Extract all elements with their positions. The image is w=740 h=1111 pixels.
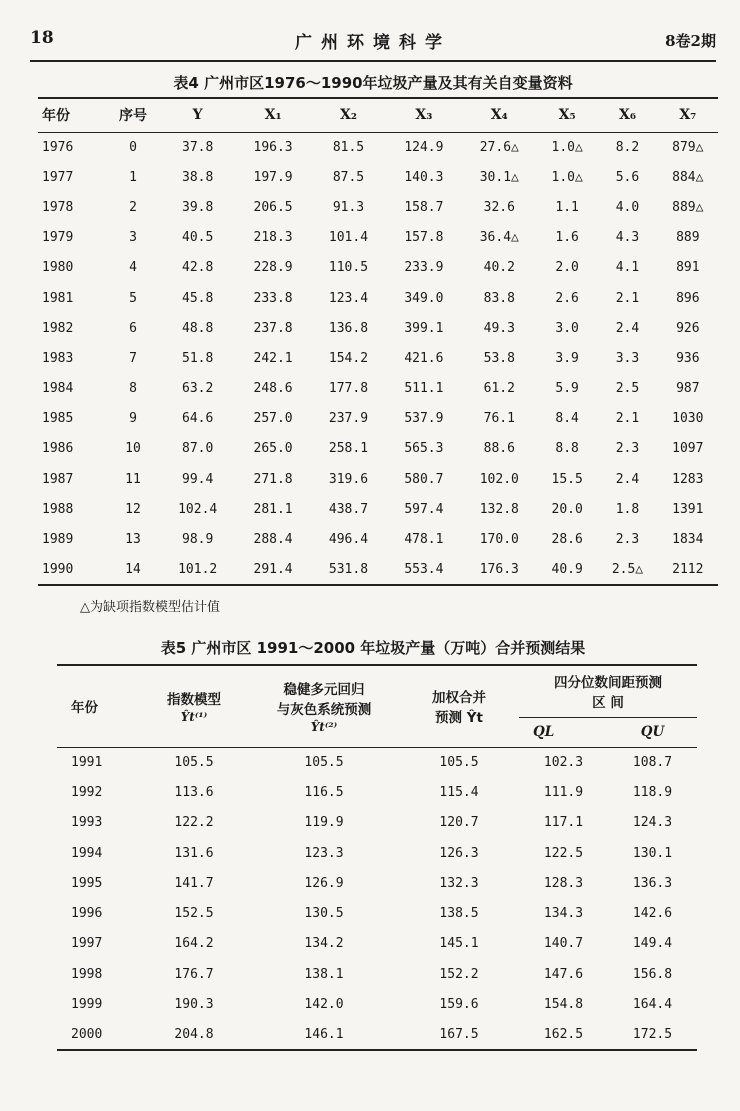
table-cell: 158.7 (404, 199, 444, 215)
table-cell: 164.4 (632, 997, 673, 1013)
table-cell: 1.6 (555, 230, 579, 246)
table-cell: 884△ (672, 169, 704, 185)
header-ql: QL (519, 717, 608, 747)
table-cell: 3 (129, 230, 137, 246)
table-cell: 1983 (42, 350, 74, 366)
header-robust-regression (249, 665, 399, 747)
table-cell: 2.3 (615, 532, 640, 548)
table-cell: 8.8 (555, 441, 579, 457)
table-cell: 123.4 (328, 290, 369, 306)
table-cell: 5.6 (615, 169, 640, 185)
table-cell: 115.4 (439, 784, 479, 800)
table-cell: 87.5 (332, 169, 365, 185)
table-cell: 399.1 (404, 320, 444, 336)
table-cell: 257.0 (253, 411, 293, 427)
table-cell: 176.3 (479, 561, 519, 577)
table-cell: 896 (676, 290, 700, 306)
table-cell: 4 (129, 260, 137, 276)
table-row (57, 777, 697, 807)
table4-note: △为缺项指数模型估计值 (80, 600, 220, 615)
table-cell: 136.3 (632, 875, 673, 891)
table-cell: 8.2 (615, 139, 640, 155)
table-cell: 142.0 (304, 997, 344, 1013)
table-cell: 152.5 (174, 906, 214, 922)
table4-header-cell: Y (160, 98, 235, 132)
table-cell: 291.4 (253, 561, 293, 577)
table-row (57, 929, 697, 959)
header-weighted-line1: 加权合并 (432, 690, 486, 707)
table-cell: 176.7 (174, 966, 214, 982)
table-cell: 889△ (672, 199, 704, 215)
table4-header-cell: 年份 (38, 98, 106, 132)
table-cell: 101.4 (328, 230, 369, 246)
table-cell: 39.8 (182, 199, 214, 215)
table-cell: 511.1 (404, 381, 444, 397)
table-row (57, 1020, 697, 1050)
table4 (38, 97, 718, 586)
table-cell: 1986 (42, 441, 74, 457)
table-cell: 204.8 (174, 1026, 214, 1042)
table-row (38, 464, 718, 494)
table-cell: 123.3 (304, 845, 344, 861)
table-cell: 132.8 (479, 501, 519, 517)
table-cell: 1988 (42, 501, 74, 517)
table-cell: 117.1 (543, 815, 584, 831)
table-cell: 242.1 (253, 350, 293, 366)
table-cell: 124.3 (632, 815, 673, 831)
header-exponential-model (139, 665, 249, 747)
issue-label: 8卷2期 (665, 32, 716, 50)
table-cell: 9 (129, 411, 137, 427)
table-cell: 1.0△ (551, 139, 583, 155)
table-cell: 438.7 (328, 501, 369, 517)
table-cell: 81.5 (332, 139, 365, 155)
table-cell: 134.3 (543, 906, 584, 922)
table-cell: 987 (676, 381, 700, 397)
table-cell: 218.3 (253, 230, 293, 246)
table-cell: 1997 (71, 936, 103, 952)
table-cell: 98.9 (182, 532, 214, 548)
table-cell: 110.5 (328, 260, 369, 276)
table-cell: 2.5△ (611, 561, 644, 577)
table-cell: 2000 (71, 1026, 103, 1042)
table-cell: 36.4△ (479, 230, 519, 246)
table4-header-cell: X₅ (537, 98, 597, 132)
table-row (38, 524, 718, 554)
table-cell: 926 (676, 320, 700, 336)
table-cell: 38.8 (182, 169, 214, 185)
table-cell: 116.5 (304, 784, 344, 800)
table-cell: 88.6 (483, 441, 515, 457)
table-cell: 2.5 (615, 381, 640, 397)
table-cell: 118.9 (632, 784, 673, 800)
table-cell: 421.6 (404, 350, 444, 366)
table-cell: 2.1 (615, 290, 640, 306)
header-robust-line2: 与灰色系统预测 (276, 702, 372, 719)
header-interval-line2: 区 间 (592, 695, 624, 712)
table-cell: 1976 (42, 139, 74, 155)
table-cell: 102.4 (178, 501, 218, 517)
table-cell: 228.9 (253, 260, 293, 276)
table-cell: 172.5 (632, 1026, 673, 1042)
table-cell: 478.1 (404, 532, 444, 548)
table-cell: 76.1 (483, 411, 515, 427)
table-cell: 170.0 (479, 532, 519, 548)
table-cell: 1097 (672, 441, 704, 457)
table-cell: 1996 (71, 906, 103, 922)
table-cell: 2 (129, 199, 137, 215)
table-cell: 40.2 (483, 260, 515, 276)
table-row (38, 343, 718, 373)
table-cell: 32.6 (483, 199, 515, 215)
table-cell: 27.6△ (479, 139, 519, 155)
table-cell: 49.3 (483, 320, 515, 336)
table-cell: 6 (129, 320, 137, 336)
table-cell: 15.5 (551, 471, 583, 487)
table-cell: 147.6 (543, 966, 584, 982)
table-cell: 936 (676, 350, 700, 366)
table-cell: 156.8 (632, 966, 673, 982)
table-cell: 237.9 (328, 411, 369, 427)
table-cell: 53.8 (483, 350, 515, 366)
table-row (38, 404, 718, 434)
table-cell: 281.1 (253, 501, 293, 517)
table-cell: 0 (129, 139, 137, 155)
table4-header-row (38, 98, 718, 132)
table-cell: 233.8 (253, 290, 293, 306)
header-weighted-forecast (399, 665, 519, 747)
table-cell: 149.4 (632, 936, 673, 952)
table-cell: 102.3 (543, 754, 584, 770)
table-cell: 157.8 (404, 230, 444, 246)
table-cell: 37.8 (182, 139, 214, 155)
table-cell: 132.3 (439, 875, 479, 891)
table-cell: 30.1△ (479, 169, 519, 185)
table-cell: 177.8 (328, 381, 369, 397)
table-cell: 1834 (672, 532, 704, 548)
table-cell: 4.3 (615, 230, 640, 246)
header-year: 年份 (57, 665, 139, 747)
table-cell: 1977 (42, 169, 74, 185)
table-row (38, 494, 718, 524)
header-interval (519, 665, 697, 717)
table-cell: 142.6 (632, 906, 673, 922)
table-cell: 1995 (71, 875, 103, 891)
header-exponential-label: 指数模型 (167, 692, 221, 709)
table-cell: 889 (676, 230, 700, 246)
table-cell: 167.5 (439, 1026, 479, 1042)
table-cell: 51.8 (182, 350, 214, 366)
table4-caption: 表4 广州市区1976～1990年垃圾产量及其有关自变量资料 (173, 74, 573, 92)
table-cell: 1992 (71, 784, 103, 800)
table-cell: 145.1 (439, 936, 479, 952)
table-cell: 40.9 (551, 561, 583, 577)
table-cell: 233.9 (404, 260, 444, 276)
table-cell: 138.5 (439, 906, 479, 922)
table-cell: 28.6 (551, 532, 583, 548)
table-cell: 11 (125, 471, 141, 487)
journal-title: 广州环境科学 (295, 33, 451, 53)
table-cell: 288.4 (253, 532, 293, 548)
table-cell: 131.6 (174, 845, 214, 861)
table-cell: 111.9 (543, 784, 584, 800)
table-cell: 124.9 (404, 139, 444, 155)
table5 (57, 664, 697, 1051)
table-row (38, 162, 718, 192)
table-row (38, 555, 718, 585)
table-row (38, 313, 718, 343)
table-cell: 1.8 (615, 501, 640, 517)
table-cell: 119.9 (304, 815, 344, 831)
table-row (57, 747, 697, 777)
table-cell: 597.4 (404, 501, 444, 517)
table4-header-cell: X₁ (235, 98, 310, 132)
table4-header-cell: X₂ (311, 98, 386, 132)
table-row (38, 253, 718, 283)
header-robust-symbol: Ŷt⁽²⁾ (310, 720, 338, 735)
table-cell: 319.6 (328, 471, 369, 487)
header-weighted-line2: 预测 Ŷt (435, 710, 483, 727)
table-cell: 197.9 (253, 169, 293, 185)
table-cell: 2.3 (615, 441, 640, 457)
table-cell: 258.1 (328, 441, 369, 457)
table-cell: 120.7 (439, 815, 479, 831)
table-cell: 879△ (672, 139, 704, 155)
table-cell: 122.2 (174, 815, 214, 831)
table-cell: 128.3 (543, 875, 584, 891)
table-cell: 565.3 (404, 441, 444, 457)
table-row (57, 838, 697, 868)
table-cell: 63.2 (182, 381, 214, 397)
table-cell: 1999 (71, 997, 103, 1013)
table-cell: 7 (129, 350, 137, 366)
table-cell: 42.8 (182, 260, 214, 276)
table4-header-cell: X₇ (658, 98, 718, 132)
table-cell: 138.1 (304, 966, 344, 982)
table-row (38, 374, 718, 404)
table-cell: 3.3 (615, 350, 640, 366)
table-cell: 1989 (42, 532, 74, 548)
table-cell: 1978 (42, 199, 74, 215)
table-cell: 102.0 (479, 471, 519, 487)
table-cell: 1998 (71, 966, 103, 982)
table-row (38, 283, 718, 313)
table-cell: 271.8 (253, 471, 293, 487)
table-cell: 40.5 (182, 230, 214, 246)
table4-header-cell: X₄ (462, 98, 537, 132)
table5-header-row (57, 665, 697, 717)
table-cell: 83.8 (483, 290, 515, 306)
table-cell: 1990 (42, 561, 74, 577)
table-cell: 1981 (42, 290, 74, 306)
table-cell: 154.2 (328, 350, 369, 366)
table-cell: 91.3 (332, 199, 365, 215)
table-cell: 45.8 (182, 290, 214, 306)
table-cell: 152.2 (439, 966, 479, 982)
table-cell: 196.3 (253, 139, 293, 155)
table-cell: 136.8 (328, 320, 369, 336)
table-cell: 10 (125, 441, 141, 457)
page-header (30, 26, 716, 62)
table-cell: 48.8 (182, 320, 214, 336)
table-cell: 5 (129, 290, 137, 306)
table-cell: 580.7 (404, 471, 444, 487)
table-cell: 1979 (42, 230, 74, 246)
table-row (38, 192, 718, 222)
table-cell: 1980 (42, 260, 74, 276)
table-cell: 349.0 (404, 290, 444, 306)
header-exponential-symbol: Ŷt⁽¹⁾ (180, 710, 208, 725)
table-cell: 12 (125, 501, 141, 517)
table-row (57, 868, 697, 898)
table-row (38, 434, 718, 464)
table-cell: 130.1 (632, 845, 673, 861)
table-cell: 237.8 (253, 320, 293, 336)
table-cell: 20.0 (551, 501, 583, 517)
table-cell: 87.0 (182, 441, 214, 457)
table-cell: 1.0△ (551, 169, 583, 185)
table-cell: 891 (676, 260, 700, 276)
table-row (57, 989, 697, 1019)
table-cell: 1391 (672, 501, 704, 517)
table-cell: 162.5 (543, 1026, 584, 1042)
table-cell: 140.7 (543, 936, 584, 952)
table-cell: 1 (129, 169, 137, 185)
table-cell: 141.7 (174, 875, 214, 891)
table-cell: 1985 (42, 411, 74, 427)
table-cell: 14 (125, 561, 141, 577)
table-cell: 64.6 (182, 411, 214, 427)
table-cell: 13 (125, 532, 141, 548)
table4-header-cell: 序号 (106, 98, 160, 132)
table-cell: 146.1 (304, 1026, 344, 1042)
table-row (38, 223, 718, 253)
table-cell: 105.5 (304, 754, 344, 770)
table-cell: 5.9 (555, 381, 579, 397)
table-row (57, 898, 697, 928)
table-cell: 154.8 (543, 997, 584, 1013)
table-cell: 105.5 (174, 754, 214, 770)
table-cell: 105.5 (439, 754, 479, 770)
table-cell: 190.3 (174, 997, 214, 1013)
table-cell: 553.4 (404, 561, 444, 577)
table-cell: 8.4 (555, 411, 579, 427)
table-cell: 1994 (71, 845, 103, 861)
table-cell: 159.6 (439, 997, 479, 1013)
table-cell: 126.3 (439, 845, 479, 861)
table-cell: 122.5 (543, 845, 584, 861)
table-cell: 4.0 (615, 199, 640, 215)
table4-header-cell: X₃ (386, 98, 461, 132)
table-cell: 130.5 (304, 906, 344, 922)
table-cell: 3.0 (555, 320, 579, 336)
table-cell: 1982 (42, 320, 74, 336)
table-cell: 1984 (42, 381, 74, 397)
table-cell: 2.0 (555, 260, 579, 276)
table-cell: 206.5 (253, 199, 293, 215)
table-cell: 2.1 (615, 411, 640, 427)
table-cell: 1283 (672, 471, 704, 487)
table-cell: 113.6 (174, 784, 214, 800)
table-cell: 2.4 (615, 320, 640, 336)
table-cell: 101.2 (178, 561, 218, 577)
table-cell: 1993 (71, 815, 103, 831)
header-interval-line1: 四分位数间距预测 (554, 675, 662, 692)
table-cell: 164.2 (174, 936, 214, 952)
table-cell: 108.7 (632, 754, 673, 770)
table4-body (38, 132, 718, 585)
page-number: 18 (30, 28, 54, 48)
table-cell: 4.1 (615, 260, 640, 276)
table-cell: 496.4 (328, 532, 369, 548)
table-cell: 1.1 (555, 199, 579, 215)
table-cell: 248.6 (253, 381, 293, 397)
table-cell: 134.2 (304, 936, 344, 952)
table-cell: 126.9 (304, 875, 344, 891)
table-row (57, 808, 697, 838)
table-cell: 3.9 (555, 350, 579, 366)
table-cell: 1987 (42, 471, 74, 487)
table-cell: 99.4 (182, 471, 214, 487)
table-cell: 2.4 (615, 471, 640, 487)
table-cell: 1991 (71, 754, 103, 770)
table-cell: 537.9 (404, 411, 444, 427)
table-cell: 140.3 (404, 169, 444, 185)
header-robust-line1: 稳健多元回归 (283, 682, 365, 699)
table-row (38, 132, 718, 162)
table-cell: 1030 (672, 411, 704, 427)
table5-caption: 表5 广州市区 1991～2000 年垃圾产量（万吨）合并预测结果 (160, 639, 586, 657)
table-cell: 2112 (672, 561, 704, 577)
table5-body (57, 747, 697, 1050)
table4-header-cell: X₆ (597, 98, 657, 132)
table-cell: 8 (129, 381, 137, 397)
header-qu: QU (608, 717, 697, 747)
table-cell: 2.6 (555, 290, 579, 306)
table-row (57, 959, 697, 989)
table-cell: 531.8 (328, 561, 369, 577)
table-cell: 265.0 (253, 441, 293, 457)
table-cell: 61.2 (483, 381, 515, 397)
